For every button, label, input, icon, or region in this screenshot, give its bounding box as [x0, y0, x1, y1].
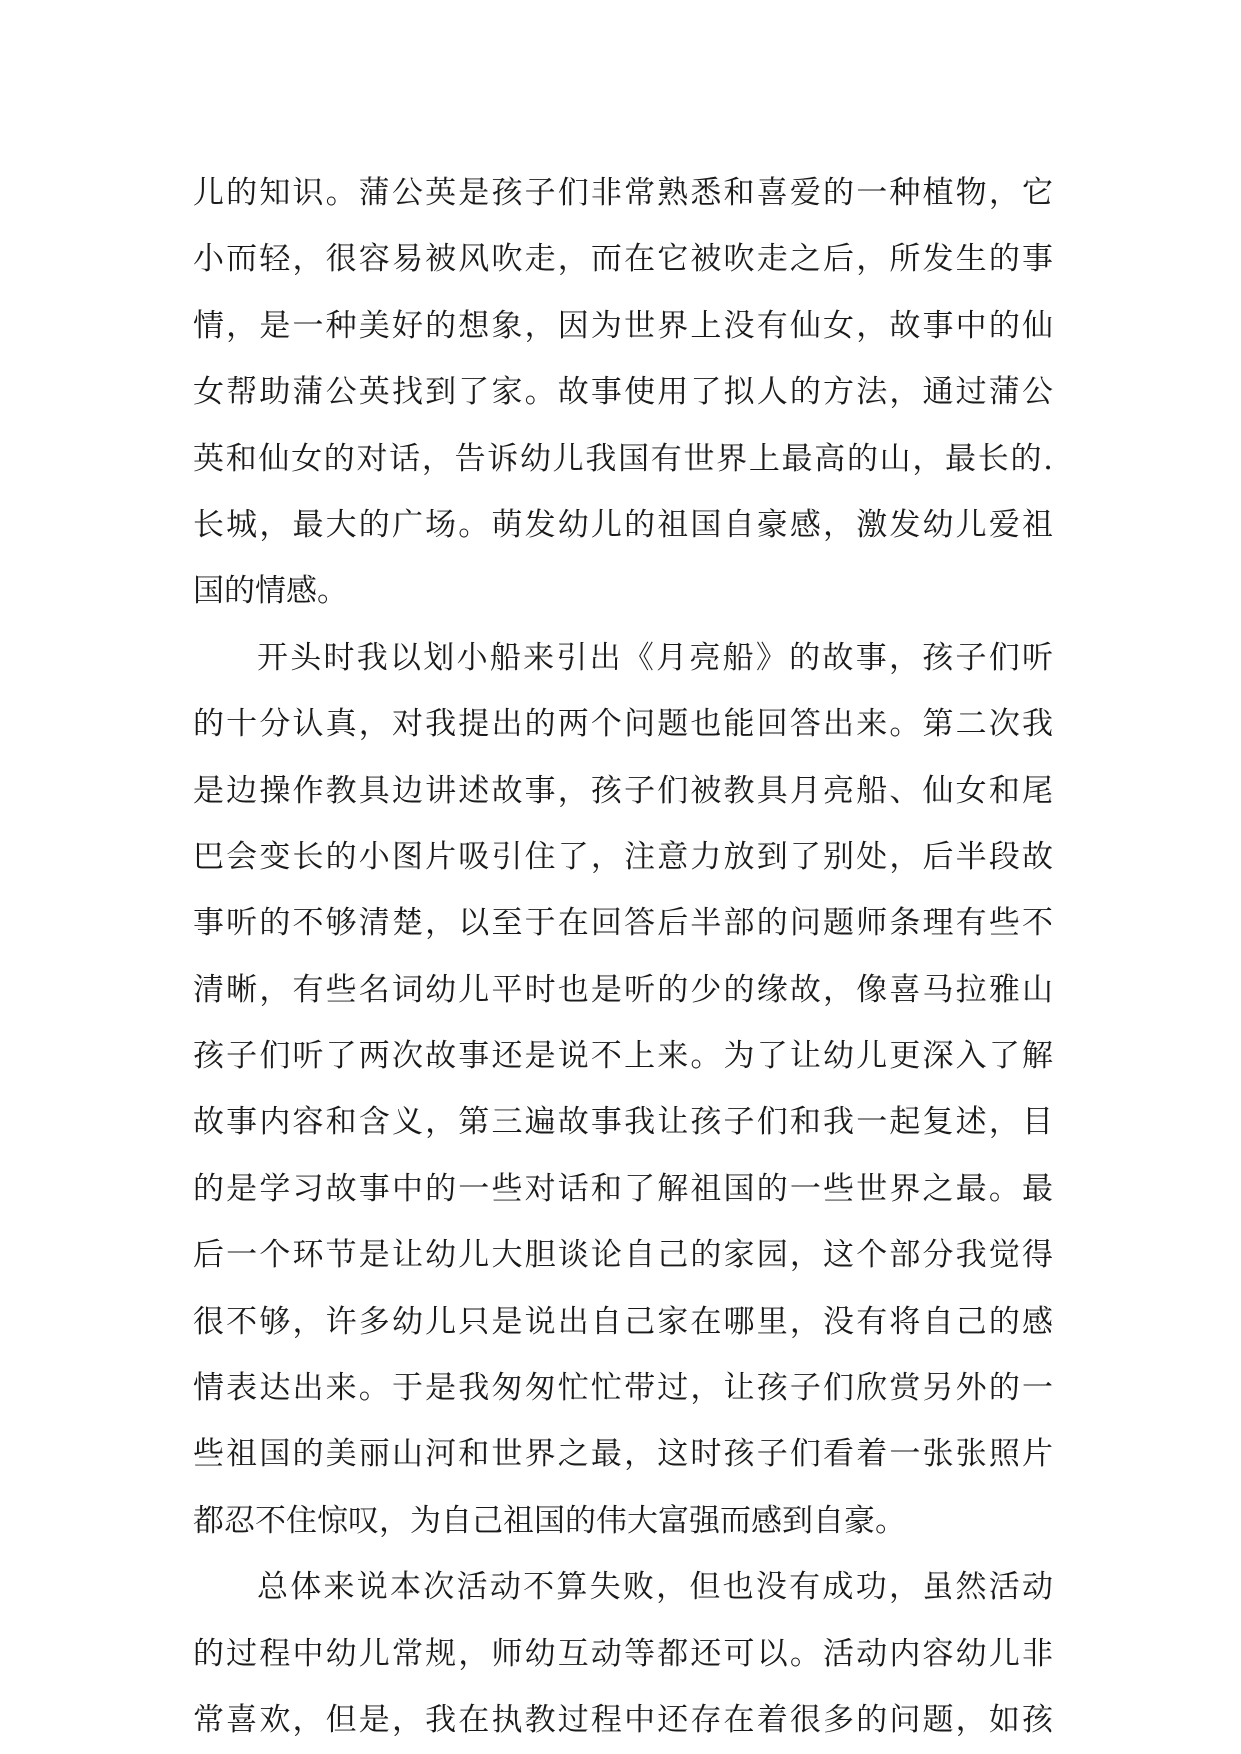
- text-line: 巴会变长的小图片吸引住了，注意力放到了别处，后半段故: [193, 838, 1053, 875]
- text-line: 故事内容和含义，第三遍故事我让孩子们和我一起复述，目: [193, 1104, 1053, 1141]
- text-line: 的是学习故事中的一些对话和了解祖国的一些世界之最。最: [193, 1170, 1053, 1207]
- text-line: 很不够，许多幼儿只是说出自己家在哪里，没有将自己的感: [193, 1303, 1053, 1340]
- text-line: 国的情感。: [193, 573, 348, 610]
- text-line: 小而轻，很容易被风吹走，而在它被吹走之后，所发生的事: [193, 241, 1053, 278]
- text-line: 常喜欢，但是，我在执教过程中还存在着很多的问题，如孩: [193, 1701, 1053, 1738]
- text-line: 女帮助蒲公英找到了家。故事使用了拟人的方法，通过蒲公: [193, 374, 1053, 411]
- text-line: 情表达出来。于是我匆匆忙忙带过，让孩子们欣赏另外的一: [193, 1370, 1053, 1407]
- text-line: 些祖国的美丽山河和世界之最，这时孩子们看着一张张照片: [193, 1436, 1053, 1473]
- text-line: 情，是一种美好的想象，因为世界上没有仙女，故事中的仙: [193, 307, 1053, 344]
- text-line: 后一个环节是让幼儿大胆谈论自己的家园，这个部分我觉得: [193, 1237, 1053, 1274]
- body-text: [193, 160, 1053, 1753]
- text-line: 孩子们听了两次故事还是说不上来。为了让幼儿更深入了解: [193, 1038, 1053, 1075]
- text-line: 事听的不够清楚，以至于在回答后半部的问题师条理有些不: [193, 905, 1053, 942]
- text-line: 是边操作教具边讲述故事，孩子们被教具月亮船、仙女和尾: [193, 772, 1053, 809]
- text-line: 长城，最大的广场。萌发幼儿的祖国自豪感，激发幼儿爱祖: [193, 506, 1053, 543]
- text-line: 都忍不住惊叹，为自己祖国的伟大富强而感到自豪。: [193, 1502, 906, 1539]
- text-line: 清晰，有些名词幼儿平时也是听的少的缘故，像喜马拉雅山: [193, 971, 1053, 1008]
- paragraph-start-line: 开头时我以划小船来引出《月亮船》的故事，孩子们听: [257, 639, 1053, 676]
- text-line: 的过程中幼儿常规，师幼互动等都还可以。活动内容幼儿非: [193, 1635, 1053, 1672]
- paragraph-start-line: 总体来说本次活动不算失败，但也没有成功，虽然活动: [257, 1569, 1053, 1606]
- text-line: 儿的知识。蒲公英是孩子们非常熟悉和喜爱的一种植物，它: [193, 175, 1053, 211]
- text-line: 英和仙女的对话，告诉幼儿我国有世界上最高的山，最长的.: [193, 440, 1053, 477]
- text-line: 的十分认真，对我提出的两个问题也能回答出来。第二次我: [193, 706, 1053, 743]
